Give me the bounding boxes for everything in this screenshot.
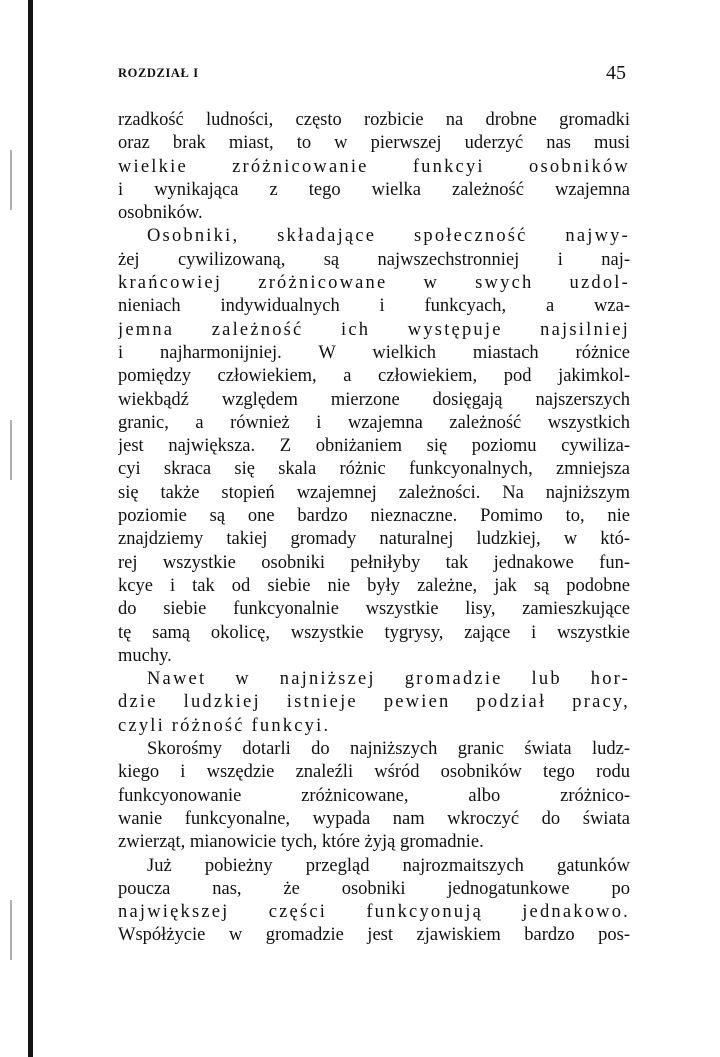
running-head: ROZDZIAŁ I: [118, 66, 199, 80]
text-line: wielkie zróżnicowanie funkcyi osobników: [118, 156, 630, 177]
text-line: żej cywilizowaną, są najwszechstronniej i naj-: [118, 249, 630, 270]
text-line: cyi skraca się skala różnic funkcyonalnych, zmniejsza: [118, 459, 630, 480]
text-line: i najharmonijniej. W wielkich miastach różnice: [118, 342, 630, 363]
text-line: Skorośmy dotarli do najniższych granic świata ludz-: [147, 739, 630, 760]
text-line: znajdziemy takiej gromady naturalnej ludzkiej, w któ-: [118, 529, 630, 550]
scan-margin-mark: [10, 420, 12, 480]
text-line: granic, a również i wzajemna zależność wszystkich: [118, 412, 630, 433]
text-line: Współżycie w gromadzie jest zjawiskiem bardzo pos-: [118, 925, 630, 946]
text-line: kiego i wszędzie znaleźli wśród osobników tego rodu: [118, 762, 630, 783]
text-line: do siebie funkcyonalnie wszystkie lisy, zamieszkujące: [118, 599, 630, 620]
text-line: rzadkość ludności, często rozbicie na drobne gromadki: [118, 110, 630, 130]
text-line: Osobniki, składające społeczność najwy-: [147, 226, 630, 247]
text-line: oraz brak miast, to w pierwszej uderzyć nas musi: [118, 133, 630, 154]
scan-margin-mark: [10, 900, 12, 960]
text-line: zwierząt, mianowicie tych, które żyją gromadnie.: [118, 832, 484, 853]
text-line: Już pobieżny przegląd najrozmaitszych gatunków: [147, 855, 630, 876]
page-header: [118, 62, 630, 86]
text-line: dzie ludzkiej istnieje pewien podział pracy,: [118, 692, 630, 713]
text-line: funkcyonowanie zróżnicowane, albo zróżnico-: [118, 785, 630, 806]
text-line: jemna zależność ich występuje najsilniej: [118, 319, 630, 340]
text-line: krańcowiej zróżnicowane w swych uzdol-: [118, 273, 630, 294]
text-line: jest największa. Z obniżaniem się poziomu cywiliza-: [118, 436, 630, 457]
body-text: [118, 109, 630, 948]
book-binding-edge: [28, 0, 33, 1057]
text-line: i wynikająca z tego wielka zależność wzajemna: [118, 179, 630, 200]
text-line: największej części funkcyonują jednakowo.: [118, 902, 630, 923]
text-line: muchy.: [118, 645, 172, 666]
text-line: poziomie są one bardzo nieznaczne. Pomimo to, nie: [118, 506, 630, 527]
text-line: poucza nas, że osobniki jednogatunkowe po: [118, 878, 630, 899]
text-line: czyli różność funkcyi.: [118, 715, 331, 736]
text-line: wiekbądź względem mierzone dosięgają najszerszych: [118, 389, 630, 410]
text-line: rej wszystkie osobniki pełniłyby tak jednakowe fun-: [118, 552, 630, 573]
text-line: osobników.: [118, 203, 203, 224]
text-line: się także stopień wzajemnej zależności. Na najniższym: [118, 482, 630, 503]
page-number: 45: [606, 62, 626, 84]
text-line: kcye i tak od siebie nie były zależne, jak są podobne: [118, 575, 630, 596]
text-line: pomiędzy człowiekiem, a człowiekiem, pod jakimkol-: [118, 366, 630, 387]
scan-margin-mark: [10, 150, 12, 210]
text-line: tę samą okolicę, wszystkie tygrysy, zające i wszystkie: [118, 622, 630, 643]
text-line: wanie funkcyonalne, wypada nam wkroczyć do świata: [118, 808, 630, 829]
text-line: Nawet w najniższej gromadzie lub hor-: [147, 669, 630, 690]
text-line: nieniach indywidualnych i funkcyach, a wza-: [118, 296, 630, 317]
